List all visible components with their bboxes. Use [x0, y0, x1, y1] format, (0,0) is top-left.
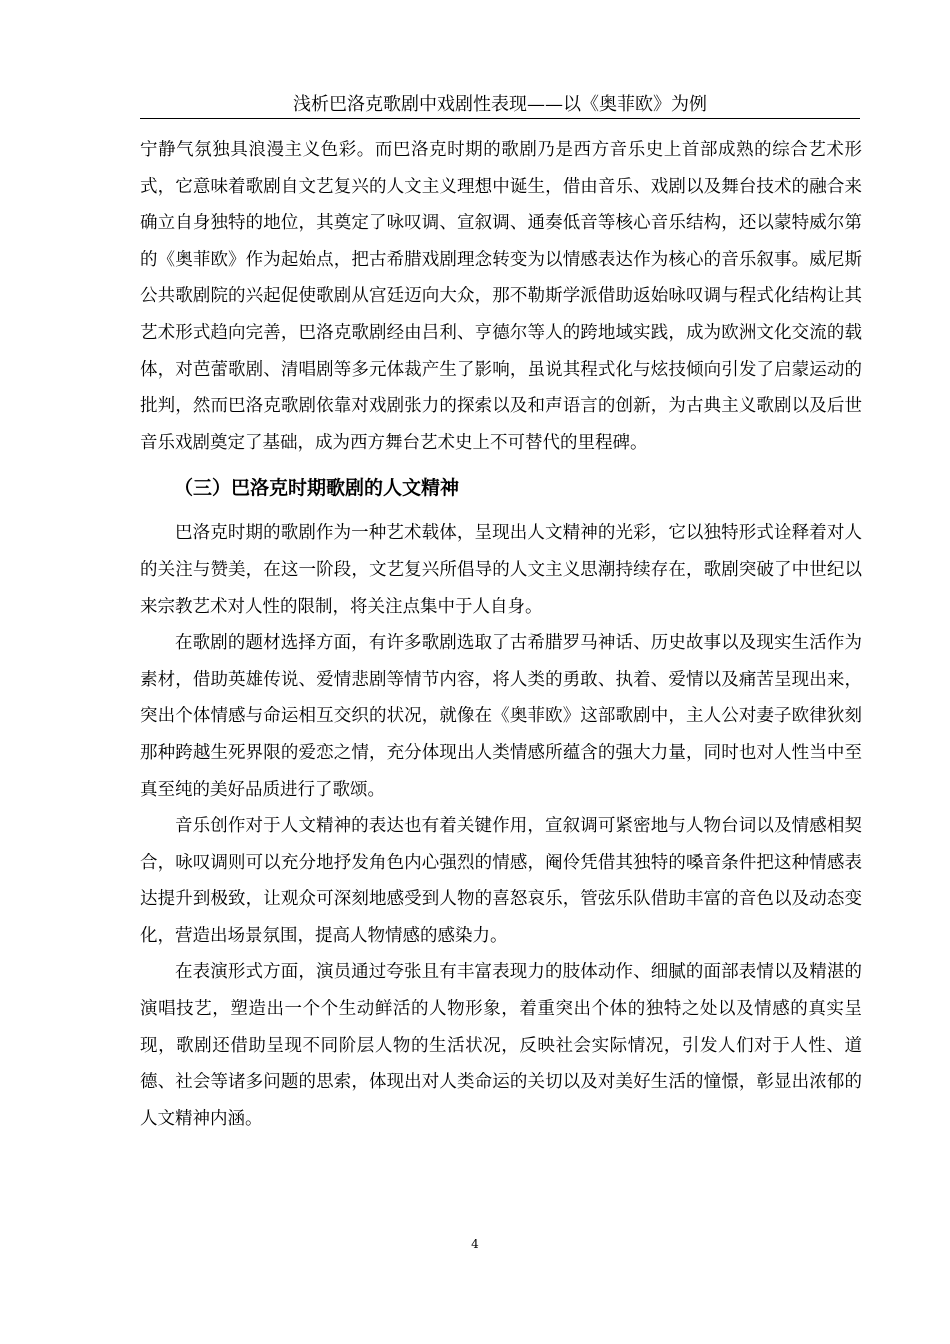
page-number: 4: [471, 1237, 479, 1251]
section-heading: （三）巴洛克时期歌剧的人文精神: [174, 477, 460, 500]
running-header: [140, 92, 860, 119]
running-header-title: 浅析巴洛克歌剧中戏剧性表现——以《奥菲欧》为例: [293, 94, 707, 115]
paragraph: 在表演形式方面，演员通过夸张且有丰富表现力的肢体动作、细腻的面部表情以及精湛的演唱技艺，塑造出一个个生动鲜活的人物形象，着重突出个体的独特之处以及情感的真实呈现，歌剧还借助呈现不同阶层人物的生活状况，反映社会实际情况，引发人们对于人性、道德、社会等诸多问题的思索，体现出对人类命运的关切以及对美好生活的憧憬，彰显出浓郁的人文精神内涵。: [140, 962, 862, 1129]
paragraph: 音乐创作对于人文精神的表达也有着关键作用，宣叙调可紧密地与人物台词以及情感相契合，咏叹调则可以充分地抒发角色内心强烈的情感，阉伶凭借其独特的嗓音条件把这种情感表达提升到极致，让观众可深刻地感受到人物的喜怒哀乐，管弦乐队借助丰富的音色以及动态变化，营造出场景氛围，提高人物情感的感染力。: [140, 816, 862, 946]
paragraph-continued: 宁静气氛独具浪漫主义色彩。而巴洛克时期的歌剧乃是西方音乐史上首部成熟的综合艺术形式，它意味着歌剧自文艺复兴的人文主义理想中诞生，借由音乐、戏剧以及舞台技术的融合来确立自身独特的地位，其奠定了咏叹调、宣叙调、通奏低音等核心音乐结构，还以蒙特威尔第的《奥菲欧》作为起始点，把古希腊戏剧理念转变为以情感表达作为核心的音乐叙事。威尼斯公共歌剧院的兴起促使歌剧从宫廷迈向大众，那不勒斯学派借助返始咏叹调与程式化结构让其艺术形式趋向完善，巴洛克歌剧经由吕利、亨德尔等人的跨地域实践，成为欧洲文化交流的载体，对芭蕾歌剧、清唱剧等多元体裁产生了影响，虽说其程式化与炫技倾向引发了启蒙运动的批判，然而巴洛克歌剧依靠对戏剧张力的探索以及和声语言的创新，为古典主义歌剧以及后世音乐戏剧奠定了基础，成为西方舞台艺术史上不可替代的里程碑。: [140, 140, 862, 453]
paragraph: 在歌剧的题材选择方面，有许多歌剧选取了古希腊罗马神话、历史故事以及现实生活作为素材，借助英雄传说、爱情悲剧等情节内容，将人类的勇敢、执着、爱情以及痛苦呈现出来，突出个体情感与命运相互交织的状况，就像在《奥菲欧》这部歌剧中，主人公对妻子欧律狄刻那种跨越生死界限的爱恋之情，充分体现出人类情感所蕴含的强大力量，同时也对人性当中至真至纯的美好品质进行了歌颂。: [140, 633, 862, 800]
paragraph: 巴洛克时期的歌剧作为一种艺术载体，呈现出人文精神的光彩，它以独特形式诠释着对人的关注与赞美，在这一阶段，文艺复兴所倡导的人文主义思潮持续存在，歌剧突破了中世纪以来宗教艺术对人性的限制，将关注点集中于人自身。: [140, 523, 862, 617]
page-body: [140, 132, 862, 1137]
